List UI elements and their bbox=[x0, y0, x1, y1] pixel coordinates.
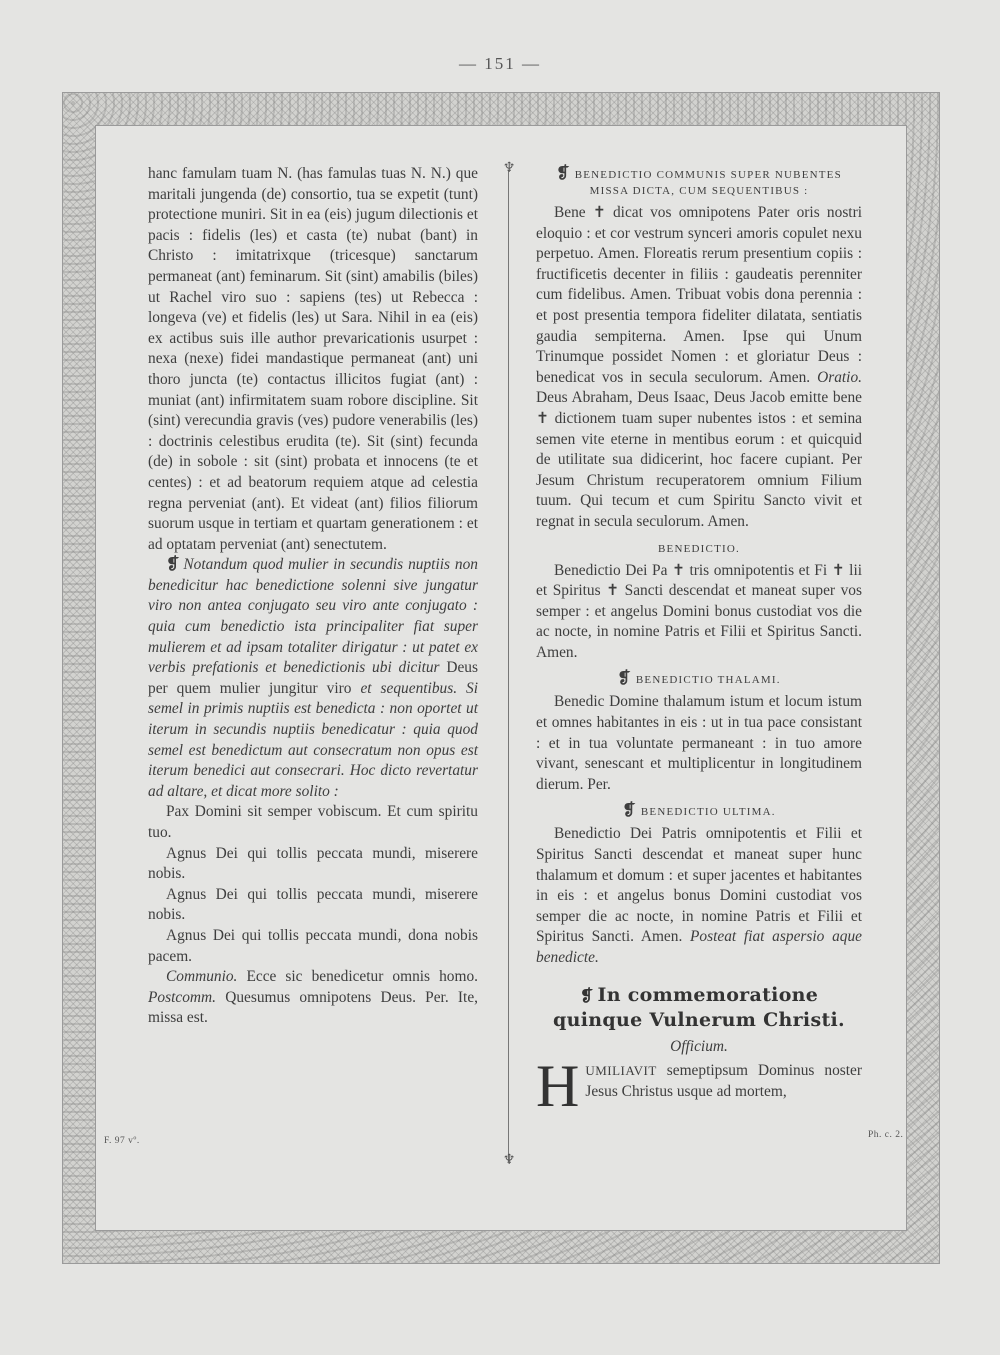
benedictio-text: Bene ✝ dicat vos omnipotens Pater oris nostri eloquio : et cor vestrum synceri amoris copulet nexu perpetuo. Amen. Floreatis rerum presentium copiis : fructificetis decenter in filiis : gaudeatis perenniter cum fidelibus. Amen. Tribuat vobis dona perennia : et post presentia tempora fideliter dilatata, sentiatis gaudia sempiterna. Amen. Ipse qui Unum Trinumque possidet Nomen : et gloriatur Deus : benedicat vos in secula seculorum. Amen. bbox=[536, 204, 862, 386]
pilcrow-icon: ❡ bbox=[556, 165, 571, 182]
margin-note-left: F. 97 vº. bbox=[104, 1136, 140, 1146]
section-heading bbox=[536, 983, 862, 1033]
rubric-text: BENEDICTIO ULTIMA. bbox=[640, 806, 776, 819]
quotation-text: Deus per quem mulier jungitur viro bbox=[148, 659, 478, 697]
small-caps-text: UMILIAVIT bbox=[585, 1063, 657, 1079]
paragraph-benedictio: Benedictio Dei Pa ✝ tris omnipotentis et Fi ✝ lii et Spiritus ✝ Sancti descendat et maneat super vos semper : et angelus Domini bonus custodiat vos die ac nocte, in nomine Patris et Filii et Spiritus Sancti. Amen. bbox=[536, 561, 862, 661]
benedictio-text: Benedictio Dei Patris omnipotentis et Filii et Spiritus Sancti descendat et maneat super hunc thalamum et domum : et super jacentes et habitantes in eis : et angelus bonus Domini custodiat vos semper die ac nocte, in nomine Patris et Filii et Spiritus Sancti. Amen. bbox=[536, 825, 862, 946]
page-number: — 151 — bbox=[459, 54, 541, 73]
paragraph-communio bbox=[148, 967, 478, 1029]
left-column bbox=[148, 164, 478, 1029]
rubric-text: et sequentibus. Si semel in primis nuptiis est benedicta : non oportet ut iterum in secundis nuptiis benedicatur : quia quod semel est benedictum aut consecratum non opus est iterum benedici aut consecrari. Hoc dicto revertatur ad altare, et dicat more solito : bbox=[148, 679, 479, 800]
rubric-benedictio-thalami bbox=[536, 671, 862, 688]
heading-text: In commemoratione quinque Vulnerum Christi. bbox=[553, 983, 845, 1031]
paragraph-pax: Pax Domini sit semper vobiscum. Et cum spiritu tuo. bbox=[148, 803, 478, 841]
drop-cap: H bbox=[536, 1053, 580, 1120]
column-divider bbox=[508, 170, 509, 1162]
label-officium: Officium. bbox=[670, 1037, 728, 1055]
rubric-text: Notandum quod mulier in secundis nuptiis non benedicitur hac benedictione solenni sive jungatur viro non antea conjugato seu viro ante conjugato : quia cum benedictio ista principaliter fiat super mulierem et ad ipsam totaliter dirigatur : ut patet ex verbis prefationis et benedictionis ubi dicitur bbox=[148, 556, 478, 677]
pilcrow-icon: ❡ bbox=[617, 670, 632, 688]
label-oratio: Oratio. bbox=[817, 368, 862, 386]
divider-bottom-ornament: ♆ bbox=[502, 1153, 516, 1168]
paragraph-marriage-prayer: hanc famulam tuam N. (has famulas tuas N. N.) que maritali jungenda (de) consortio, tua se expetit (tunt) protectione muniri. Sit in ea (eis) jugum dilectionis et pacis : fidelis (les) et casta (te) nubat (bant) in Christo : imitatrixque (tricesque) sanctarum permaneat (ant) feminarum. Sit (sint) amabilis (biles) ut Rachel viro suo : sapiens (tes) ut Rebecca : longeva (ve) et fidelis (les) ut Sara. Nihil in ea (eis) ex actibus suis ille author prevaricationis usurpet : nexa (nexe) fidei mandastique permaneat (ant) uni thoro juncta (te) contactus illicitos fugiat (ant) : muniat (ant) infirmitatem suam robore discipline. Sit (sint) verecundia gravis (ves) pudore venerabilis (les) : doctrinis celestibus erudita (te). Sit (sint) fecunda (de) in sobole : sit (sint) probata et innocens (te et centes) : et ad beatorum requiem atque ad celestia regna perveniat (ant). Et videat (ant) filios filiorum suorum usque in tertiam et quartam generationem : et ad optatam perveniat (ant) senectutem. bbox=[148, 165, 478, 553]
communio-text: Ecce sic benedicetur omnis homo. bbox=[246, 968, 478, 986]
rubric-benedictio: BENEDICTIO. bbox=[658, 542, 740, 555]
right-column bbox=[536, 164, 862, 1120]
officium-text: semeptipsum Dominus noster Jesus Christus usque ad mortem, bbox=[585, 1062, 862, 1100]
rubric-text: Posteat fiat aspersio aque benedicte. bbox=[536, 928, 862, 966]
pilcrow-icon: ❡ bbox=[622, 802, 637, 820]
rubric-benedictio-communis bbox=[536, 166, 862, 199]
paragraph-agnus-3: Agnus Dei qui tollis peccata mundi, dona nobis pacem. bbox=[148, 926, 478, 965]
paragraph-agnus-2: Agnus Dei qui tollis peccata mundi, miserere nobis. bbox=[148, 885, 478, 924]
label-communio: Communio. bbox=[166, 968, 238, 986]
postcomm-text: Quesumus omnipotens Deus. Per. Ite, missa est. bbox=[148, 988, 478, 1027]
pilcrow-icon: ❡ bbox=[579, 985, 594, 1005]
paragraph-benedictio-ultima bbox=[536, 824, 862, 968]
pilcrow-icon: ❡ bbox=[166, 556, 180, 574]
paragraph-agnus-1: Agnus Dei qui tollis peccata mundi, miserere nobis. bbox=[148, 844, 478, 883]
paragraph-officium bbox=[536, 1053, 862, 1120]
label-postcomm: Postcomm. bbox=[148, 988, 216, 1006]
paragraph-benedictio-communis bbox=[536, 203, 862, 533]
divider-top-ornament: ♆ bbox=[502, 161, 516, 176]
rubric-text: BENEDICTIO COMMUNIS SUPER NUBENTES MISSA DICTA, CUM SEQUENTIBUS : bbox=[574, 169, 842, 197]
margin-note-right: Ph. c. 2. bbox=[868, 1130, 904, 1140]
rubric-text: BENEDICTIO THALAMI. bbox=[635, 674, 781, 687]
paragraph-notandum bbox=[148, 555, 478, 802]
paragraph-benedictio-thalami: Benedic Domine thalamum istum et locum istum et omnes habitantes in eis : ut in tua pace consistant : et in tua voluntate permaneant : in tuo amore vivant, senescant et multiplicentur in longitudinem dierum. Per. bbox=[536, 693, 862, 793]
oratio-text: Deus Abraham, Deus Isaac, Deus Jacob emitte bene ✝ dictionem tuam super nubentes istos : et semina semen vite eterne in mentibus eorum : et quicquid de utilitate sua didicerint, hoc facere cupiant. Per Jesum Christum recuperatorem omnium Filium tuum. Qui tecum et cum Spiritu Sancto vivit et regnat in secula seculorum. Amen. bbox=[536, 389, 862, 530]
rubric-benedictio-ultima bbox=[536, 803, 862, 820]
